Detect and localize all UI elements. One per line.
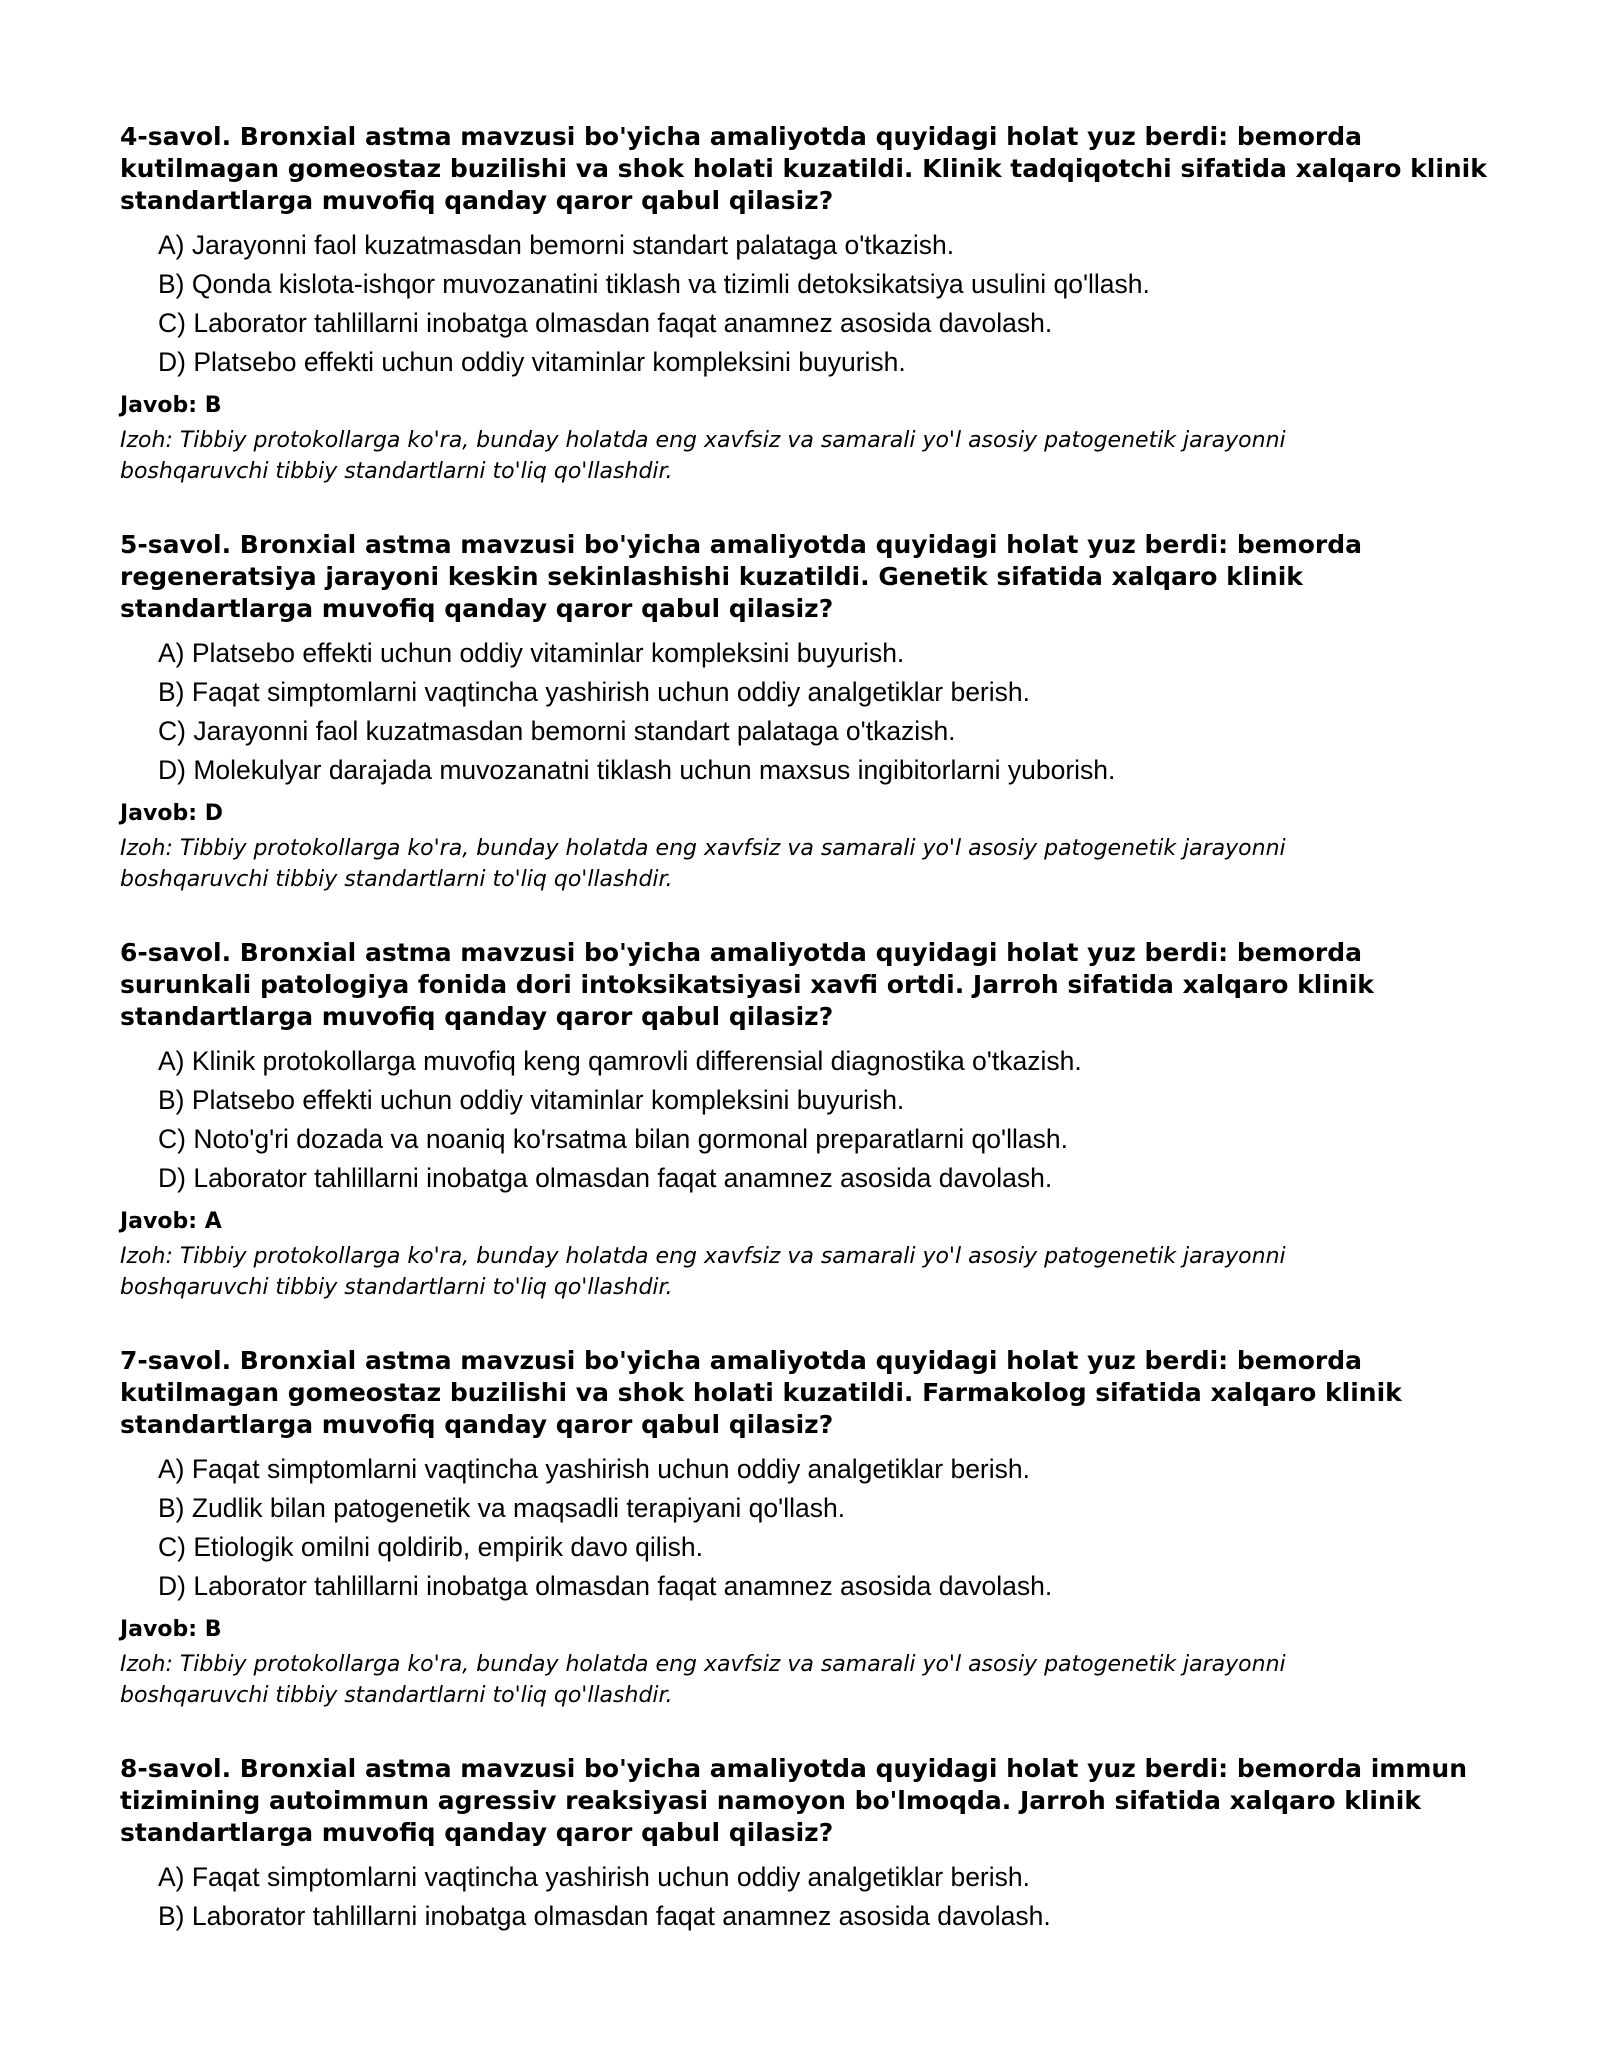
answer-options bbox=[120, 1858, 1500, 1936]
note-line: boshqaruvchi tibbiy standartlarni to'liq qo'llashdir. bbox=[120, 867, 673, 892]
question-block bbox=[120, 937, 1500, 1303]
note-line: Izoh: Tibbiy protokollarga ko'ra, bunday holatda eng xavfsiz va samarali yo'l asosiy patogenetik jarayonni bbox=[120, 428, 1286, 453]
option-a: A) Jarayonni faol kuzatmasdan bemorni standart palataga o'tkazish. bbox=[158, 230, 955, 260]
note-line: boshqaruvchi tibbiy standartlarni to'liq qo'llashdir. bbox=[120, 459, 673, 484]
question-block bbox=[120, 1345, 1500, 1711]
option-c: C) Noto'g'ri dozada va noaniq ko'rsatma bilan gormonal preparatlarni qo'llash. bbox=[158, 1124, 1068, 1154]
question-title: 4-savol. Bronxial astma mavzusi bo'yicha amaliyotda quyidagi holat yuz berdi: bemorda kutilmagan gomeostaz buzilishi va shok holati kuzatildi. Klinik tadqiqotchi sifatida xalqaro klinik standartlarga muvofiq qanday qaror qabul qilasiz? bbox=[120, 122, 1487, 215]
answer-options bbox=[120, 226, 1500, 382]
note-line: boshqaruvchi tibbiy standartlarni to'liq qo'llashdir. bbox=[120, 1275, 673, 1300]
note-line: Izoh: Tibbiy protokollarga ko'ra, bunday holatda eng xavfsiz va samarali yo'l asosiy patogenetik jarayonni bbox=[120, 836, 1286, 861]
option-b: B) Qonda kislota-ishqor muvozanatini tiklash va tizimli detoksikatsiya usulini qo'llash. bbox=[158, 269, 1150, 299]
option-a: A) Platsebo effekti uchun oddiy vitaminlar kompleksini buyurish. bbox=[158, 638, 905, 668]
answer-options bbox=[120, 634, 1500, 790]
option-a: A) Klinik protokollarga muvofiq keng qamrovli differensial diagnostika o'tkazish. bbox=[158, 1046, 1082, 1076]
explanation-note bbox=[120, 425, 1460, 487]
option-b: B) Faqat simptomlarni vaqtincha yashirish uchun oddiy analgetiklar berish. bbox=[158, 677, 1030, 707]
option-c: C) Laborator tahlillarni inobatga olmasdan faqat anamnez asosida davolash. bbox=[158, 308, 1053, 338]
option-b: B) Platsebo effekti uchun oddiy vitaminlar kompleksini buyurish. bbox=[158, 1085, 905, 1115]
question-block bbox=[120, 529, 1500, 895]
explanation-note bbox=[120, 833, 1460, 895]
answer-key: Javob: B bbox=[120, 393, 222, 418]
answer-key: Javob: B bbox=[120, 1617, 222, 1642]
option-a: A) Faqat simptomlarni vaqtincha yashirish uchun oddiy analgetiklar berish. bbox=[158, 1862, 1030, 1892]
answer-key: Javob: A bbox=[120, 1209, 222, 1234]
option-b: B) Laborator tahlillarni inobatga olmasdan faqat anamnez asosida davolash. bbox=[158, 1901, 1051, 1931]
explanation-note bbox=[120, 1241, 1460, 1303]
question-title: 5-savol. Bronxial astma mavzusi bo'yicha amaliyotda quyidagi holat yuz berdi: bemorda regeneratsiya jarayoni keskin sekinlashishi kuzatildi. Genetik sifatida xalqaro klinik standartlarga muvofiq qanday qaror qabul qilasiz? bbox=[120, 530, 1363, 623]
note-line: boshqaruvchi tibbiy standartlarni to'liq qo'llashdir. bbox=[120, 1683, 673, 1708]
explanation-note bbox=[120, 1649, 1460, 1711]
option-d: D) Laborator tahlillarni inobatga olmasdan faqat anamnez asosida davolash. bbox=[158, 1571, 1053, 1601]
question-title: 6-savol. Bronxial astma mavzusi bo'yicha amaliyotda quyidagi holat yuz berdi: bemorda surunkali patologiya fonida dori intoksikatsiyasi xavfi ortdi. Jarroh sifatida xalqaro klinik standartlarga muvofiq qanday qaror qabul qilasiz? bbox=[120, 938, 1374, 1031]
option-d: D) Laborator tahlillarni inobatga olmasdan faqat anamnez asosida davolash. bbox=[158, 1163, 1053, 1193]
answer-options bbox=[120, 1450, 1500, 1606]
option-d: D) Molekulyar darajada muvozanatni tiklash uchun maxsus ingibitorlarni yuborish. bbox=[158, 755, 1116, 785]
answer-key: Javob: D bbox=[120, 801, 223, 826]
note-line: Izoh: Tibbiy protokollarga ko'ra, bunday holatda eng xavfsiz va samarali yo'l asosiy patogenetik jarayonni bbox=[120, 1244, 1286, 1269]
question-block bbox=[120, 121, 1500, 487]
option-b: B) Zudlik bilan patogenetik va maqsadli terapiyani qo'llash. bbox=[158, 1493, 846, 1523]
option-a: A) Faqat simptomlarni vaqtincha yashirish uchun oddiy analgetiklar berish. bbox=[158, 1454, 1030, 1484]
question-block bbox=[120, 1753, 1500, 1936]
question-title: 8-savol. Bronxial astma mavzusi bo'yicha amaliyotda quyidagi holat yuz berdi: bemorda immun tizimining autoimmun agressiv reaksiyasi namoyon bo'lmoqda. Jarroh sifatida xalqaro klinik standartlarga muvofiq qanday qaror qabul qilasiz? bbox=[120, 1754, 1467, 1847]
note-line: Izoh: Tibbiy protokollarga ko'ra, bunday holatda eng xavfsiz va samarali yo'l asosiy patogenetik jarayonni bbox=[120, 1652, 1286, 1677]
option-c: C) Jarayonni faol kuzatmasdan bemorni standart palataga o'tkazish. bbox=[158, 716, 956, 746]
option-d: D) Platsebo effekti uchun oddiy vitaminlar kompleksini buyurish. bbox=[158, 347, 906, 377]
answer-options bbox=[120, 1042, 1500, 1198]
option-c: C) Etiologik omilni qoldirib, empirik davo qilish. bbox=[158, 1532, 703, 1562]
question-title: 7-savol. Bronxial astma mavzusi bo'yicha amaliyotda quyidagi holat yuz berdi: bemorda kutilmagan gomeostaz buzilishi va shok holati kuzatildi. Farmakolog sifatida xalqaro klinik standartlarga muvofiq qanday qaror qabul qilasiz? bbox=[120, 1346, 1402, 1439]
